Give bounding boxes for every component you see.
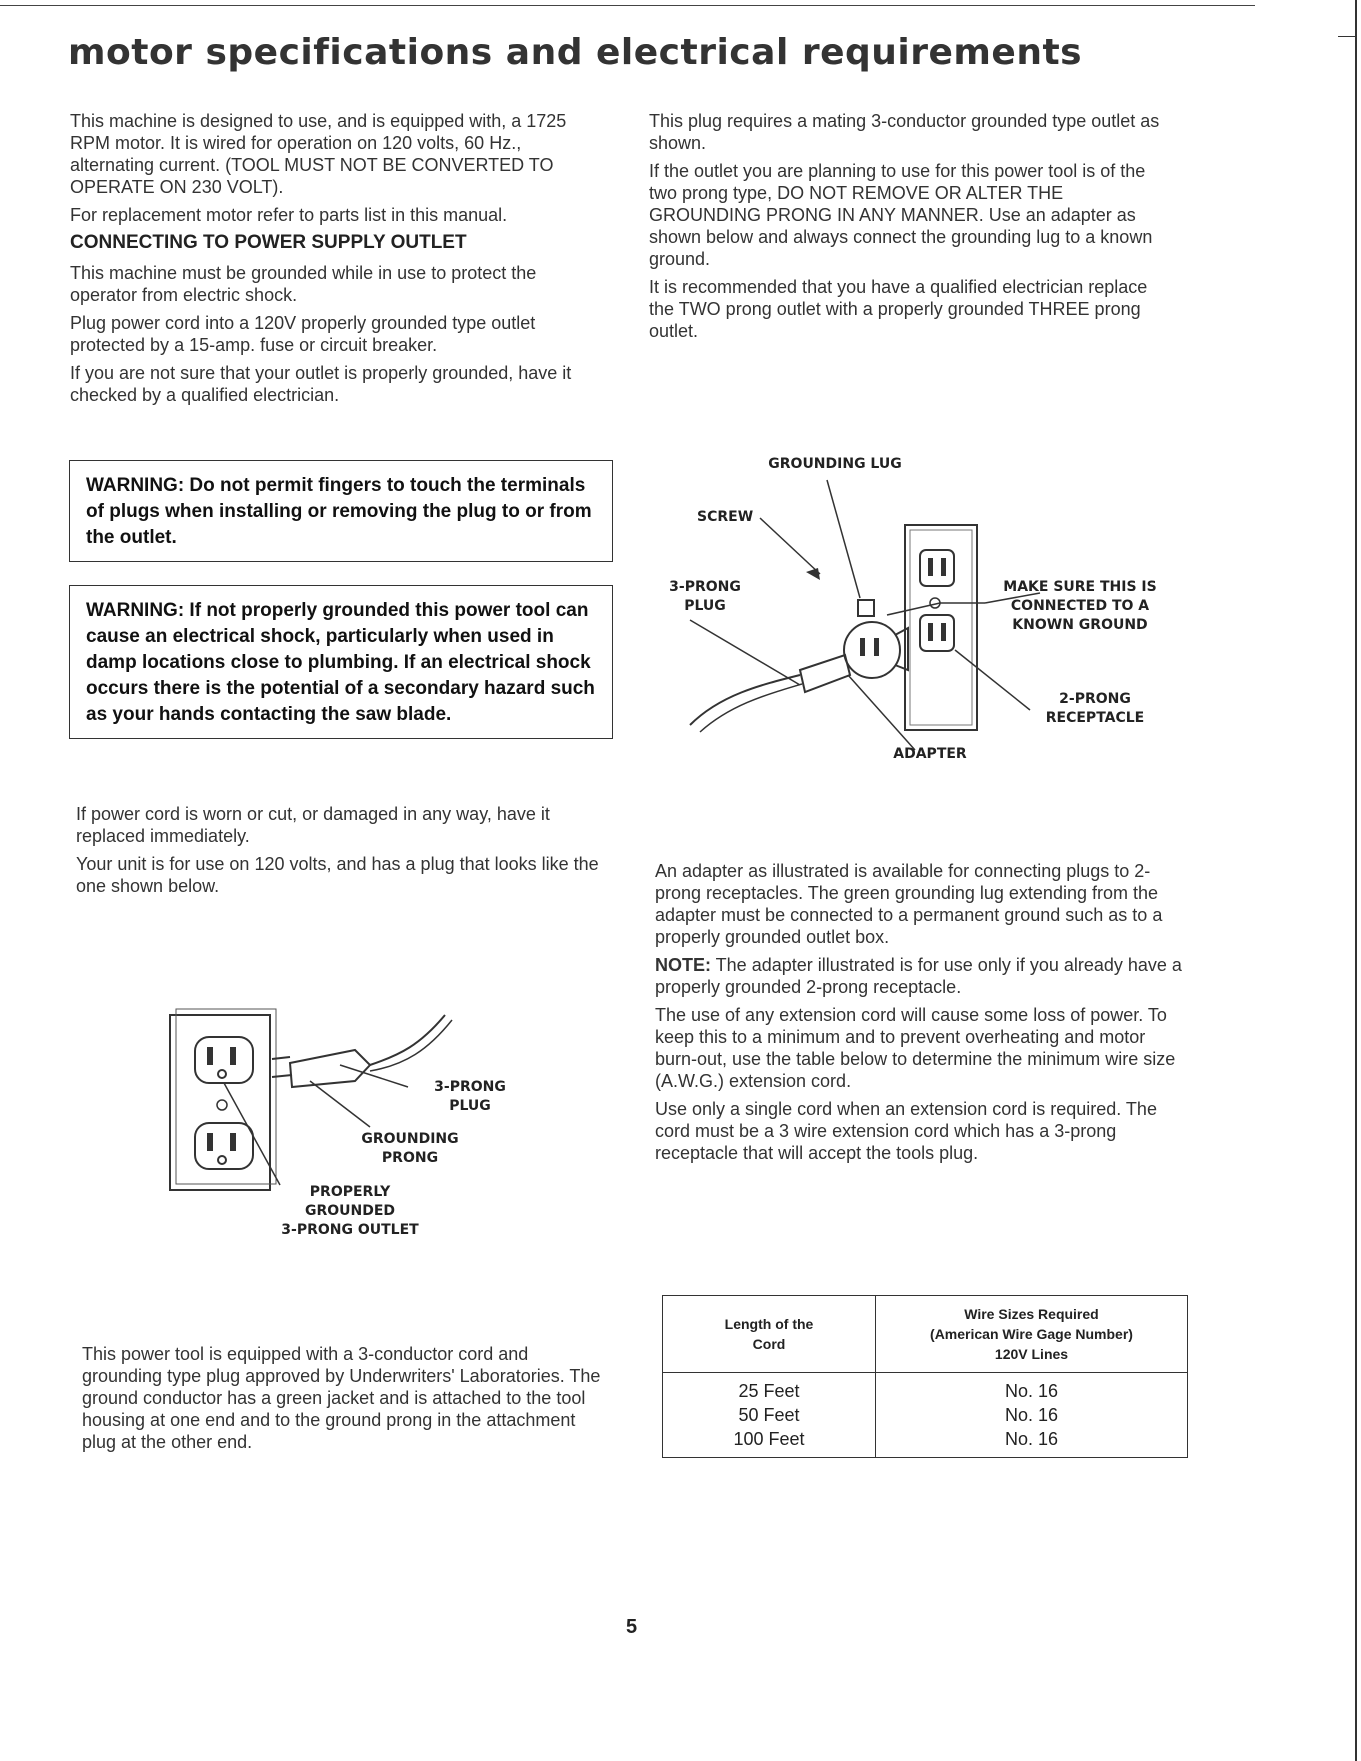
note-paragraph (655, 954, 1183, 998)
fig1-plug-label: 3-PRONG PLUG (434, 1079, 506, 1114)
two-prong-paragraph: If the outlet you are planning to use for this power tool is of the two prong type, DO NOT REMOVE OR ALTER THE GROUNDING PRONG IN ANY MANNER. Use an adapter as shown below and always connect the grounding lug to a known ground. (649, 161, 1153, 269)
extension-cord-paragraph: The use of any extension cord will cause some loss of power. To keep this to a minimum and to prevent overheating and motor burn-out, use the table below to determine the minimum wire size (A.W.G.) extension cord. (655, 1005, 1176, 1091)
warning-box-fingers: WARNING: Do not permit fingers to touch the terminals of plugs when installing or removing the plug to or from the outlet. (69, 460, 613, 562)
table-header-length: Length of the Cord (663, 1296, 876, 1373)
conductor-cord-paragraph: This power tool is equipped with a 3-conductor cord and grounding type plug approved by Underwriters' Laboratories. The ground conductor has a green jacket and is attached to the tool housing at one end and to the ground prong in the attachment plug at the other end. (82, 1344, 601, 1452)
fig1-prong-label: GROUNDING PRONG (361, 1131, 459, 1166)
electrician-paragraph: It is recommended that you have a qualified electrician replace the TWO prong outlet with a properly grounded THREE prong outlet. (649, 277, 1148, 341)
power-supply-heading: CONNECTING TO POWER SUPPLY OUTLET (70, 232, 467, 253)
fig2-adapter-label: ADAPTER (893, 746, 967, 762)
outlet-check-paragraph: If you are not sure that your outlet is properly grounded, have it checked by a qualified electrician. (70, 363, 572, 405)
plug-shape-paragraph: Your unit is for use on 120 volts, and has a plug that looks like the one shown below. (76, 854, 599, 896)
note-text: The adapter illustrated is for use only if you already have a properly grounded 2-prong receptacle. (655, 955, 1182, 997)
table-cell-sizes: No. 16 No. 16 No. 16 (876, 1373, 1188, 1458)
table-cell-lengths: 25 Feet 50 Feet 100 Feet (663, 1373, 876, 1458)
grounding-paragraph: This machine must be grounded while in use to protect the operator from electric shock. (70, 263, 537, 305)
warning-box-shock: WARNING: If not properly grounded this power tool can cause an electrical shock, particularly when used in damp locations close to plumbing. If an electrical shock occurs there is the potential of a secondary hazard such as your hands contacting the saw blade. (69, 585, 613, 739)
left-column-bottom (82, 1343, 607, 1459)
top-rule (0, 5, 1255, 6)
right-column-top (649, 110, 1174, 348)
outlet-plate-drawing (170, 1009, 276, 1190)
note-label: NOTE: (655, 955, 711, 975)
motor-spec-paragraph: This machine is designed to use, and is equipped with, a 1725 RPM motor. It is wired for operation on 120 volts, 60 Hz., alternating current. (TOOL MUST NOT BE CONVERTED TO OPERATE ON 230 VOLT). (70, 111, 567, 197)
fig2-make-sure-label: MAKE SURE THIS IS CONNECTED TO A KNOWN GROUND (1003, 579, 1157, 633)
right-column-bottom (655, 860, 1183, 1170)
replacement-motor-paragraph: For replacement motor refer to parts list in this manual. (70, 205, 508, 225)
single-cord-paragraph: Use only a single cord when an extension cord is required. The cord must be a 3 wire extension cord which has a 3-prong receptacle that will accept the tools plug. (655, 1099, 1157, 1163)
adapter-availability-paragraph: An adapter as illustrated is available for connecting plugs to 2-prong receptacles. The green grounding lug extending from the adapter must be connected to a permanent ground such as to a properly grounded outlet box. (655, 861, 1163, 947)
fig2-receptacle-label: 2-PRONG RECEPTACLE (1045, 691, 1145, 726)
page-title: motor specifications and electrical requirements (68, 32, 1083, 73)
table-header-wire-sizes: Wire Sizes Required (American Wire Gage Number) 120V Lines (876, 1296, 1188, 1373)
right-tick (1338, 36, 1356, 37)
fig2-plug-label: 3-PRONG PLUG (669, 579, 741, 614)
page-number: 5 (626, 1616, 638, 1638)
plug-cord-paragraph: Plug power cord into a 120V properly grounded type outlet protected by a 15-amp. fuse or circuit breaker. (70, 313, 536, 355)
left-column-top (70, 110, 600, 412)
fig2-grounding-lug-label: GROUNDING LUG (768, 456, 902, 472)
left-column-mid (76, 803, 606, 903)
fig2-screw-label: SCREW (697, 509, 754, 525)
fig1-outlet-label: PROPERLY GROUNDED 3-PRONG OUTLET (281, 1184, 419, 1238)
worn-cord-paragraph: If power cord is worn or cut, or damaged in any way, have it replaced immediately. (76, 804, 550, 846)
right-margin-rule (1355, 0, 1357, 1761)
mating-outlet-paragraph: This plug requires a mating 3-conductor grounded type outlet as shown. (649, 111, 1160, 153)
wire-size-table (662, 1295, 1188, 1458)
